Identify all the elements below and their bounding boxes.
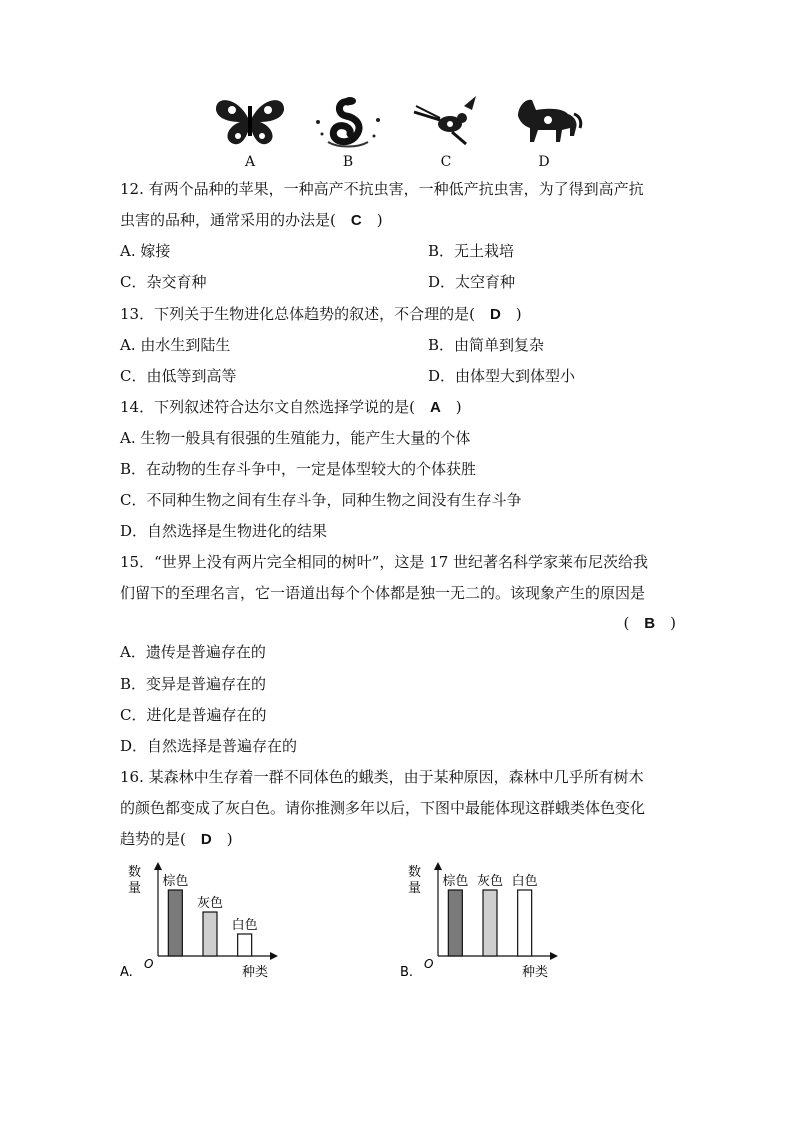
q13-stem [120,304,522,325]
y-axis-arrow-icon [434,862,442,870]
origin-label: O [144,957,154,971]
q13-option-b: B．由简单到复杂 [428,336,545,354]
q14-option-a: A. 生物一般具有很强的生殖能力，能产生大量的个体 [120,429,471,447]
q16-stem-line3 [120,829,233,850]
q12-option-d: D．太空育种 [428,273,516,291]
bar-category-label: 白色 [511,874,538,889]
image-label: A [244,154,256,170]
q14-option-b: B．在动物的生存斗争中，一定是体型较大的个体获胜 [120,460,477,478]
y-axis-arrow-icon [154,862,162,870]
bar [483,890,497,956]
q15-option-b: B．变异是普遍存在的 [120,675,267,693]
q12-option-c: C．杂交育种 [120,273,207,291]
butterfly-silhouette-icon [210,92,290,152]
bar [518,890,532,956]
x-axis-arrow-icon [270,952,278,960]
x-axis-label: 种类 [522,965,549,980]
image-a [210,92,290,172]
q15-answer: B [644,615,656,632]
bar-category-label: 棕色 [162,874,189,889]
chart-option-label: A. [120,965,133,980]
bar-category-label: 白色 [231,918,258,933]
image-label: D [538,154,550,170]
q14-option-c: C．不同种生物之间有生存斗争，同种生物之间没有生存斗争 [120,491,522,509]
q12-answer: C [350,212,362,229]
animal-images-row [210,92,590,172]
bar [168,890,182,956]
bar-category-label: 灰色 [196,896,224,911]
q16-stem-line2: 的颜色都变成了灰白色。请你推测多年以后，下图中最能体现这群蛾类体色变化 [120,799,646,817]
q12-paren: ) [361,211,383,229]
q16-stem-line1: 16. 某森林中生存着一群不同体色的蛾类，由于某种原因，森林中几乎所有树木 [120,768,644,786]
q12-options-row2 [120,272,516,292]
bar-chart-b [398,852,578,982]
magpie-silhouette-icon [406,92,486,152]
q15-paren-open: ( [623,614,645,632]
q15-option-c: C．进化是普遍存在的 [120,706,267,724]
q14-stem-text: 14．下列叙述符合达尔文自然选择学说的是( [120,398,430,416]
image-c [406,92,486,172]
q15-stem-line2: 们留下的至理名言，它一语道出每个个体都是独一无二的。该现象产生的原因是 [120,584,646,602]
q15-answer-paren [623,613,676,634]
origin-label: O [424,957,434,971]
bar [238,934,252,956]
y-axis-label: 量 [408,881,422,896]
y-axis-label: 数 [408,865,422,880]
q15-paren-close: ) [655,614,676,632]
q13-options-row1 [120,335,545,355]
image-label: C [440,154,452,170]
bar-chart-a [118,852,298,982]
q13-option-c: C．由低等到高等 [120,367,237,385]
q14-answer: A [429,399,441,416]
q12-option-a: A. 嫁接 [120,242,171,260]
bar-category-label: 灰色 [476,874,504,889]
bar [203,912,217,956]
q14-paren: ) [440,398,462,416]
q14-stem [120,397,462,418]
y-axis-label: 数 [128,865,142,880]
q13-paren: ) [500,305,522,323]
y-axis-label: 量 [128,881,142,896]
image-b [308,92,388,172]
q15-stem-line1: 15．“世界上没有两片完全相同的树叶”，这是 17 世纪著名科学家莱布尼茨给我 [120,553,649,571]
q14-option-d: D．自然选择是生物进化的结果 [120,522,328,540]
image-label: B [342,154,354,170]
chart-option-label: B. [400,965,414,980]
q12-stem-line2 [120,210,383,231]
q12-stem-text: 虫害的品种，通常采用的办法是( [120,211,351,229]
q12-options-row1 [120,241,515,261]
snake-silhouette-icon [308,92,388,152]
image-d [504,92,584,172]
q12-option-b: B．无土栽培 [428,242,515,260]
x-axis-label: 种类 [242,965,269,980]
q13-options-row2 [120,366,576,386]
q16-answer: D [200,831,212,848]
q15-option-a: A．遗传是普遍存在的 [120,643,266,661]
x-axis-arrow-icon [550,952,558,960]
horse-silhouette-icon [504,92,584,152]
bar-category-label: 棕色 [442,874,469,889]
q13-stem-text: 13．下列关于生物进化总体趋势的叙述，不合理的是( [120,305,490,323]
q13-option-d: D．由体型大到体型小 [428,367,576,385]
bar [448,890,462,956]
q16-stem-text: 趋势的是( [120,830,201,848]
q13-answer: D [489,306,501,323]
chart-option-b [398,852,578,982]
q15-option-d: D．自然选择是普遍存在的 [120,737,298,755]
q16-paren: ) [211,830,233,848]
q13-option-a: A. 由水生到陆生 [120,336,231,354]
chart-option-a [118,852,298,982]
q12-stem-line1: 12. 有两个品种的苹果，一种高产不抗虫害，一种低产抗虫害，为了得到高产抗 [120,180,644,198]
